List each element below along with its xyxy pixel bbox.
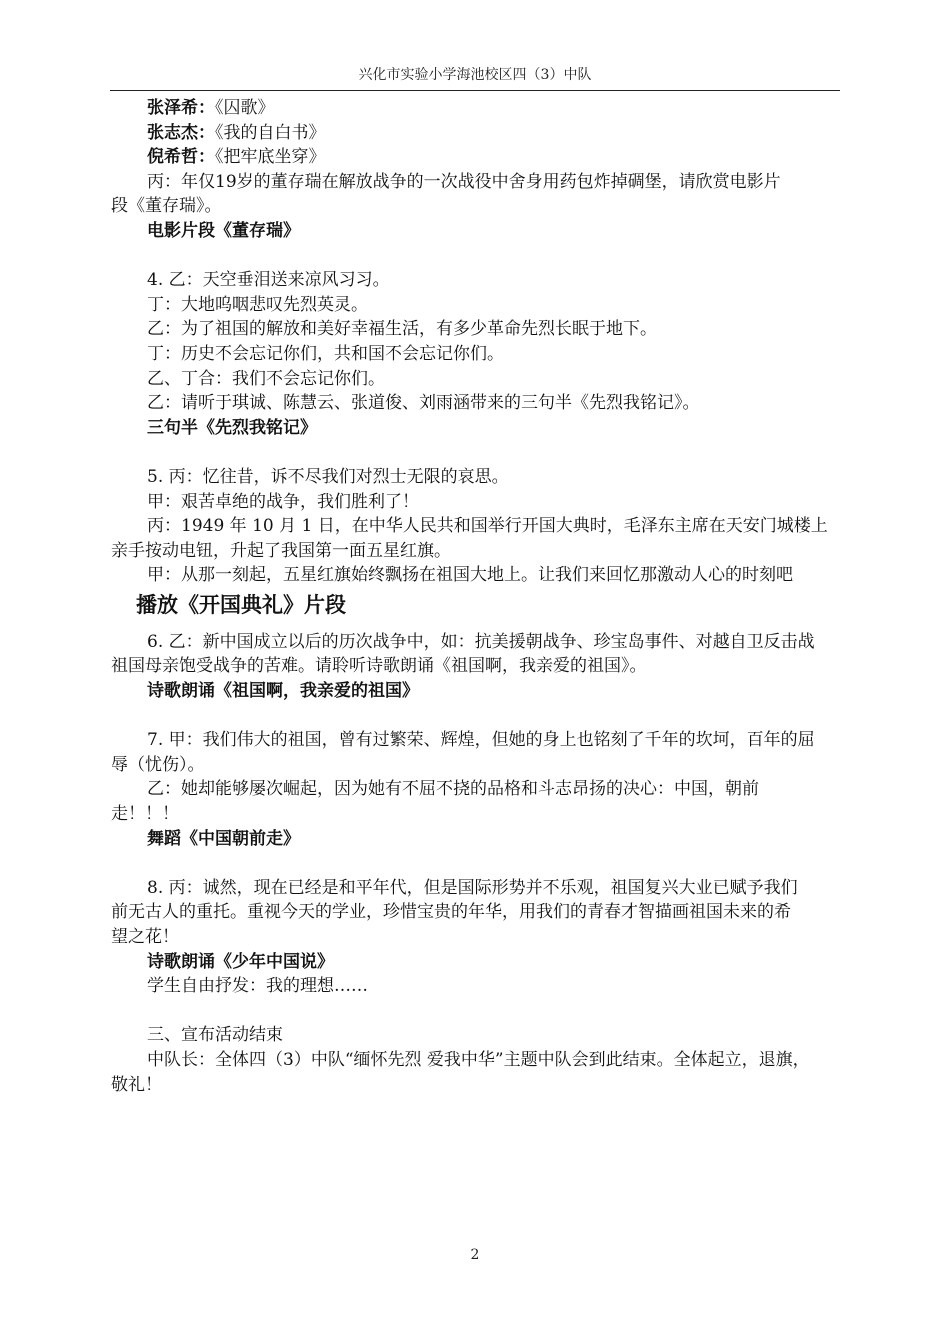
poem-title: 《我的自白书》	[215, 122, 326, 143]
header-divider	[110, 90, 840, 91]
section-heading: 三、宣布活动结束	[147, 1025, 283, 1046]
reciter-name: 张志杰：	[147, 122, 215, 143]
paragraph-line: 敬礼！	[111, 1074, 162, 1095]
dialogue-line: 丙：1949 年 10 月 1 日，在中华人民共和国举行开国大典时，毛泽东主席在天安门城楼上	[147, 516, 828, 537]
program-title: 诗歌朗诵《少年中国说》	[147, 951, 334, 972]
poem-title: 《囚歌》	[215, 98, 275, 118]
paragraph-line: 中队长：全体四（3）中队“缅怀先烈 爱我中华”主题中队会到此结束。全体起立，退旗，	[147, 1049, 810, 1070]
program-title: 电影片段《董存瑞》	[147, 220, 300, 241]
poem-line-2	[111, 121, 863, 146]
dialogue-line: 望之花！	[111, 927, 179, 947]
spacer	[111, 440, 863, 465]
program-title: 三句半《先烈我铭记》	[147, 417, 317, 438]
dialogue-line: 7. 甲：我们伟大的祖国，曾有过繁荣、辉煌，但她的身上也铭刻了千年的坎坷，百年的屈	[147, 730, 815, 751]
dialogue-line: 亲手按动电钮，升起了我国第一面五星红旗。	[111, 540, 451, 561]
dialogue-line: 乙：请听于琪诚、陈慧云、张道俊、刘雨涵带来的三句半《先烈我铭记》。	[147, 393, 700, 414]
paragraph-line: 段《董存瑞》。	[111, 196, 222, 217]
dialogue-line: 祖国母亲饱受战争的苦难。请聆听诗歌朗诵《祖国啊，我亲爱的祖国》。	[111, 656, 647, 677]
spacer	[111, 999, 863, 1024]
dialogue-line: 辱（忧伤）。	[111, 754, 205, 775]
program-title: 诗歌朗诵《祖国啊，我亲爱的祖国》	[147, 681, 419, 702]
dialogue-line: 丁：大地呜咽悲叹先烈英灵。	[147, 294, 368, 315]
spacer	[111, 704, 863, 729]
dialogue-line: 丁：历史不会忘记你们，共和国不会忘记你们。	[147, 343, 504, 364]
reciter-name: 倪希哲：	[147, 147, 215, 168]
page-number: 2	[470, 1247, 480, 1263]
page-header: 兴化市实验小学海池校区四（3）中队	[358, 67, 592, 83]
dialogue-line: 甲：艰苦卓绝的战争，我们胜利了！	[147, 491, 419, 512]
poem-title: 《把牢底坐穿》	[215, 147, 326, 168]
poem-line-1	[111, 96, 863, 121]
dialogue-line: 乙、丁合：我们不会忘记你们。	[147, 368, 385, 389]
paragraph-line: 丙：年仅19岁的董存瑞在解放战争的一次战役中舍身用药包炸掉碉堡，请欣赏电影片	[147, 171, 781, 192]
dialogue-line: 6. 乙：新中国成立以后的历次战争中，如：抗美援朝战争、珍宝岛事件、对越自卫反击战	[147, 631, 815, 652]
reciter-name: 张泽希：	[147, 98, 215, 118]
dialogue-line: 乙：她却能够屡次崛起，因为她有不屈不挠的品格和斗志昂扬的决心：中国，朝前	[147, 779, 759, 800]
poem-line-3	[111, 145, 863, 170]
spacer	[111, 244, 863, 269]
dialogue-line: 走！！！	[111, 804, 179, 825]
program-title: 舞蹈《中国朝前走》	[147, 828, 300, 849]
dialogue-line: 4. 乙：天空垂泪送来凉风习习。	[147, 270, 390, 291]
dialogue-line: 甲：从那一刻起，五星红旗始终飘扬在祖国大地上。让我们来回忆那激动人心的时刻吧	[147, 565, 793, 586]
dialogue-line: 5. 丙：忆往昔，诉不尽我们对烈士无限的哀思。	[147, 466, 509, 487]
spacer	[111, 622, 863, 630]
dialogue-line: 前无古人的重托。重视今天的学业，珍惜宝贵的年华，用我们的青春才智描画祖国未来的希	[111, 902, 791, 923]
document-body	[111, 96, 863, 1097]
dialogue-line: 8. 丙：诚然，现在已经是和平年代，但是国际形势并不乐观，祖国复兴大业已赋予我们	[147, 877, 798, 898]
spacer	[111, 851, 863, 876]
dialogue-line: 乙：为了祖国的解放和美好幸福生活，有多少革命先烈长眠于地下。	[147, 319, 657, 340]
program-title-large: 播放《开国典礼》片段	[136, 591, 346, 617]
paragraph-line: 学生自由抒发：我的理想……	[147, 976, 368, 997]
